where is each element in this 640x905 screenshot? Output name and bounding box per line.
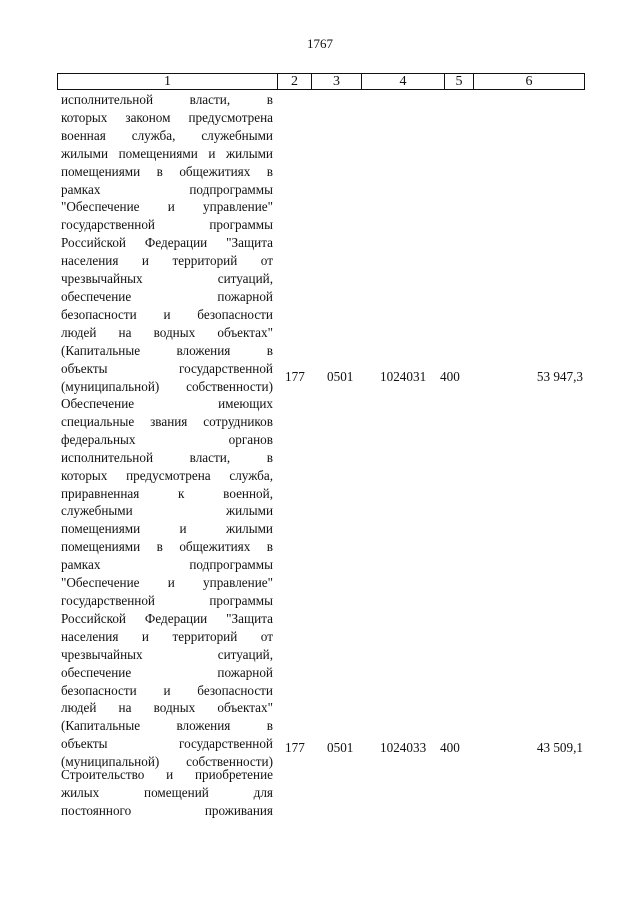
- desc-line: постоянного проживания: [61, 802, 273, 818]
- desc-line: (Капитальные вложения в: [61, 718, 273, 734]
- table-row-2-description: [61, 395, 273, 771]
- desc-line: которых предусмотрена служба,: [61, 467, 273, 483]
- desc-line: Российской Федерации "Защита: [61, 235, 273, 251]
- desc-line: приравненная к военной,: [61, 485, 273, 501]
- table-row-1-description: [61, 91, 273, 395]
- desc-line: безопасности и безопасности: [61, 682, 273, 698]
- desc-line: рамках подпрограммы: [61, 181, 273, 197]
- row-2-col-5: 400: [440, 740, 460, 755]
- desc-line: которых законом предусмотрена: [61, 109, 273, 125]
- header-col-2: 2: [277, 73, 311, 90]
- desc-line: населения и территорий от: [61, 253, 273, 269]
- desc-line: государственной программы: [61, 592, 273, 608]
- desc-line: рамках подпрограммы: [61, 557, 273, 573]
- desc-line: помещениями и жилыми: [61, 521, 273, 537]
- desc-line: исполнительной власти, в: [61, 449, 273, 465]
- desc-line: чрезвычайных ситуаций,: [61, 271, 273, 287]
- table-row-3-description: [61, 766, 273, 820]
- row-1-col-6-amount: 53 947,3: [536, 369, 583, 384]
- header-col-6: 6: [473, 73, 585, 90]
- desc-line: исполнительной власти, в: [61, 92, 273, 107]
- row-1-col-3: 0501: [327, 369, 354, 384]
- desc-line: жилыми помещениями и жилыми: [61, 145, 273, 161]
- desc-line: федеральных органов: [61, 431, 273, 447]
- desc-line: Российской Федерации "Защита: [61, 610, 273, 626]
- desc-line: обеспечение пожарной: [61, 288, 273, 304]
- desc-line: "Обеспечение и управление": [61, 199, 273, 215]
- desc-line: помещениями в общежитиях в: [61, 163, 273, 179]
- page-number: 1767: [307, 36, 333, 51]
- desc-line: государственной программы: [61, 217, 273, 233]
- desc-line: (Капитальные вложения в: [61, 342, 273, 358]
- row-1-col-2: 177: [285, 369, 305, 384]
- desc-line: Обеспечение имеющих: [61, 396, 273, 411]
- desc-line: жилых помещений для: [61, 784, 273, 800]
- header-col-4: 4: [361, 73, 444, 90]
- desc-line: специальные звания сотрудников: [61, 413, 273, 429]
- header-col-5: 5: [444, 73, 473, 90]
- desc-line: военная служба, служебными: [61, 127, 273, 143]
- desc-line: (муниципальной) собственности): [61, 754, 273, 770]
- row-1-col-5: 400: [440, 369, 460, 384]
- desc-line: чрезвычайных ситуаций,: [61, 646, 273, 662]
- desc-line: служебными жилыми: [61, 503, 273, 519]
- table-header-row: [57, 73, 585, 90]
- desc-line: людей на водных объектах": [61, 700, 273, 716]
- header-col-1: 1: [57, 73, 277, 90]
- desc-line: Строительство и приобретение: [61, 767, 273, 782]
- desc-line: населения и территорий от: [61, 628, 273, 644]
- desc-line: людей на водных объектах": [61, 324, 273, 340]
- header-col-3: 3: [311, 73, 361, 90]
- desc-line: (муниципальной) собственности): [61, 378, 273, 394]
- desc-line: объекты государственной: [61, 360, 273, 376]
- desc-line: помещениями в общежитиях в: [61, 539, 273, 555]
- row-2-col-2: 177: [285, 740, 305, 755]
- desc-line: "Обеспечение и управление": [61, 575, 273, 591]
- desc-line: безопасности и безопасности: [61, 306, 273, 322]
- row-2-col-3: 0501: [327, 740, 354, 755]
- desc-line: объекты государственной: [61, 736, 273, 752]
- row-1-col-4: 1024031: [380, 369, 427, 384]
- desc-line: обеспечение пожарной: [61, 664, 273, 680]
- row-2-col-4: 1024033: [380, 740, 427, 755]
- row-2-col-6-amount: 43 509,1: [536, 740, 583, 755]
